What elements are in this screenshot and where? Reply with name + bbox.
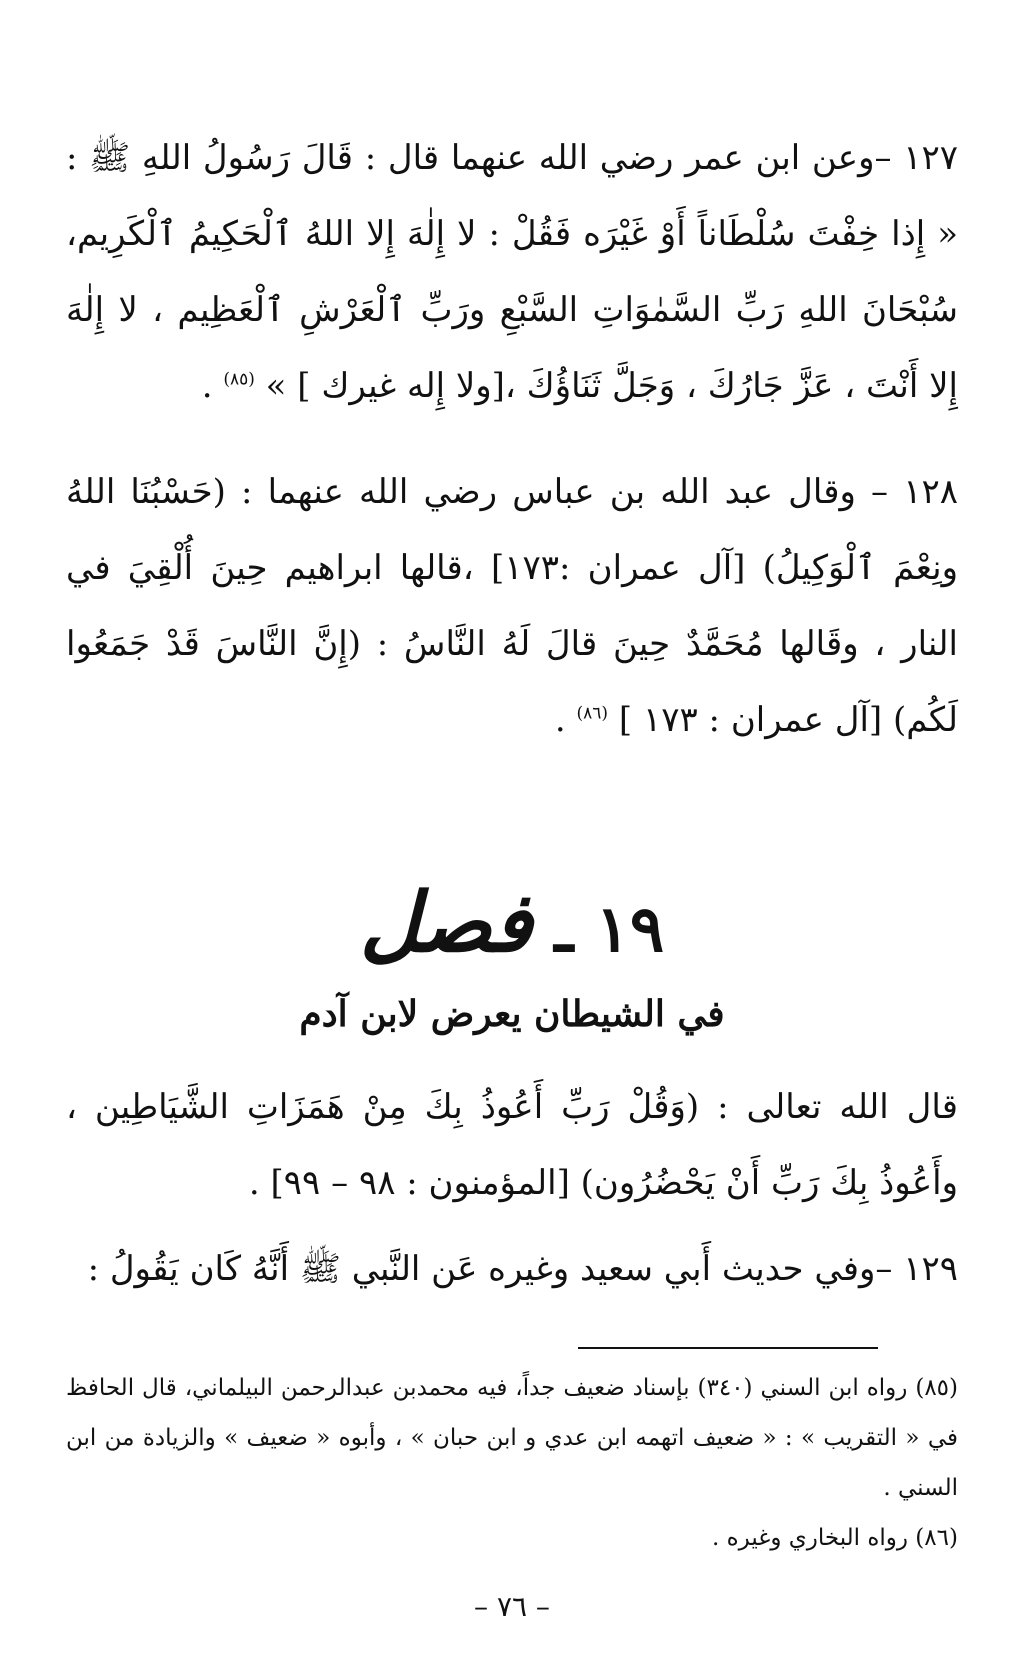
quran-verse-paragraph: قال الله تعالى : (وَقُلْ رَبِّ أَعُوذُ بِكَ مِنْ هَمَزَاتِ الشَّيَاطِين ، وأَعُوذُ بِكَ رَبِّ أَنْ يَحْضُرُون) [المؤمنون : ٩٨ – ٩٩] . bbox=[66, 1087, 958, 1203]
section-number: ١٩ ـ bbox=[554, 892, 665, 967]
section-title-word: فصل bbox=[359, 875, 533, 971]
section-subtitle: في الشيطان يعرض لابن آدم bbox=[299, 993, 725, 1035]
footnote-86: (٨٦) رواه البخاري وغيره . bbox=[711, 1525, 958, 1551]
hadith-127 bbox=[66, 120, 958, 424]
hadith-127-text: ١٢٧ –وعن ابن عمر رضي الله عنهما قال : قَالَ رَسُولُ اللهِ ﷺ : « إِذا خِفْتَ سُلْطَاناً أَوْ غَيْرَه فَقُلْ : لا إِلٰهَ إِلا اللهُ ٱلْحَكِيمُ ٱلْكَرِيم، سُبْحَانَ اللهِ رَبِّ السَّمٰوَاتِ السَّبْعِ ورَبِّ ٱلْعَرْشِ ٱلْعَظِيم ، لا إِلٰهَ إِلا أَنْتَ ، عَزَّ جَارُكَ ، وَجَلَّ ثَنَاؤُكَ ،[ولا إِله غيرك ] » bbox=[66, 138, 958, 406]
footnote-divider bbox=[578, 1347, 878, 1349]
hadith-128-text: ١٢٨ – وقال عبد الله بن عباس رضي الله عنهما : (حَسْبُنَا اللهُ ونِعْمَ ٱلْوَكِيلُ) [آل عمران :١٧٣] ،قالها ابراهيم حِينَ أُلْقِيَ في النار ، وقَالها مُحَمَّدٌ حِينَ قالَ لَهُ النَّاسُ : (إِنَّ النَّاسَ قَدْ جَمَعُوا لَكُم) [آل عمران : ١٧٣ ] bbox=[66, 472, 959, 740]
footnote-ref-85[interactable]: (٨٥) bbox=[223, 369, 255, 390]
page-number: – ٧٦ – bbox=[474, 1590, 550, 1623]
hadith-127-end: . bbox=[201, 366, 213, 406]
section-heading bbox=[66, 875, 958, 1049]
footnote-ref-86[interactable]: (٨٦) bbox=[576, 703, 609, 724]
hadith-129: ١٢٩ –وفي حديث أَبي سعيد وغيره عَن النَّبي ﷺ أَنَّهُ كَان يَقُولُ : bbox=[87, 1249, 958, 1289]
hadith-128 bbox=[66, 454, 958, 758]
section-title bbox=[66, 875, 958, 975]
hadith-128-end: . bbox=[554, 700, 566, 740]
footnote-85: (٨٥) رواه ابن السني (٣٤٠) بإسناد ضعيف جداً، فيه محمدبن عبدالرحمن البيلماني، قال الحافظ في « التقريب » : « ضعيف اتهمه ابن عدي و ابن حبان » ، وأبوه « ضعيف » والزيادة من ابن السني . bbox=[66, 1375, 959, 1501]
